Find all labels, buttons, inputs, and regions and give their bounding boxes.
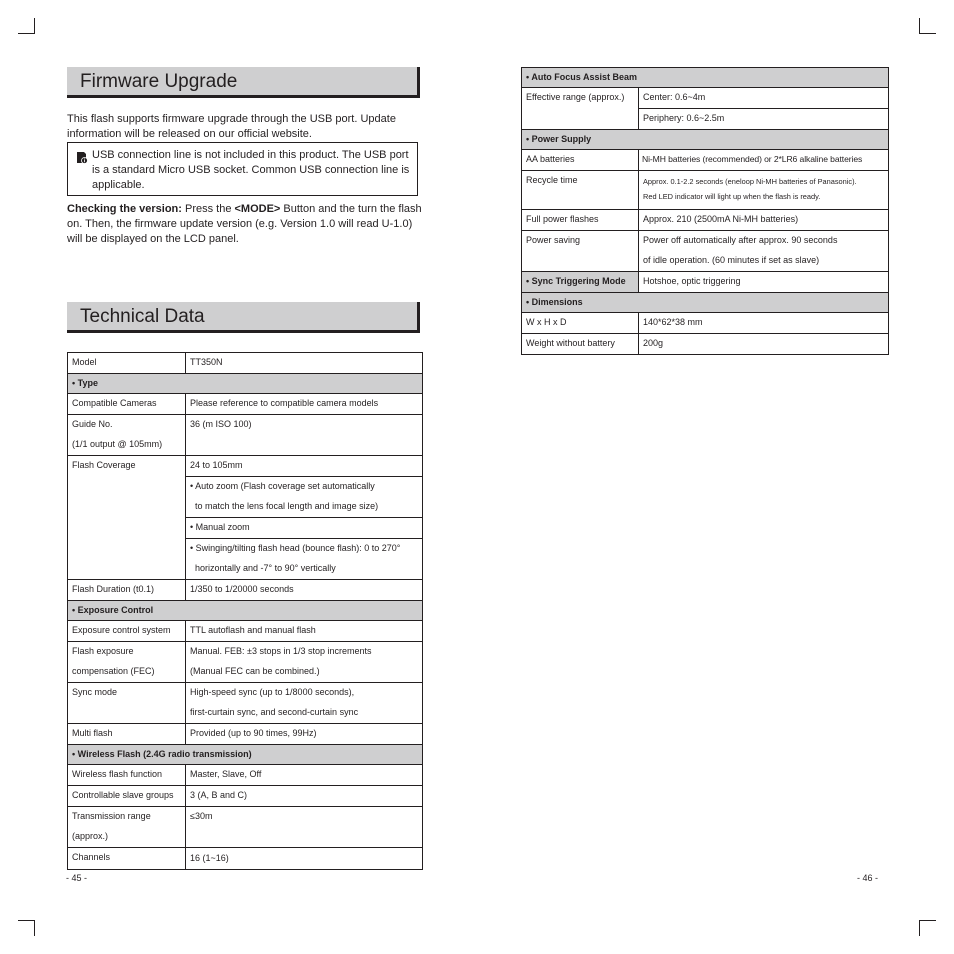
spec-label: Flash exposure [72,646,134,656]
firmware-heading [67,67,420,98]
spec-value: horizontally and -7° to 90° vertically [195,563,336,573]
table-section-header [522,130,889,150]
spec-label: Wireless flash function [72,769,163,779]
spec-value: Approx. 210 (2500mA Ni-MH batteries) [643,214,799,224]
table-row [522,334,889,355]
spec-label: Guide No. [72,419,113,429]
spec-value: High-speed sync (up to 1/8000 seconds), [190,687,355,697]
exposure-header: • Exposure Control [68,601,423,621]
spec-label: Sync mode [72,687,118,697]
spec-value: • Auto zoom (Flash coverage set automatically [190,481,375,491]
crop-mark-top-right [919,18,920,34]
spec-value: Periphery: 0.6~2.5m [643,113,725,123]
table-section-header [522,293,889,313]
table-section-header [68,745,423,765]
table-row [68,580,423,601]
mode-key: <MODE> [234,203,281,215]
checking-version-paragraph [67,202,423,247]
spec-value: Red LED indicator will light up when the flash is ready. [643,192,821,201]
table-row [68,456,423,477]
spec-value: Ni-MH batteries (recommended) or 2*LR6 alkaline batteries [642,154,863,164]
spec-value: • Manual zoom [190,522,250,532]
table-row [522,210,889,231]
spec-value: 24 to 105mm [190,460,243,470]
technical-data-table-right [521,67,889,355]
spec-value: TTL autoflash and manual flash [190,625,316,635]
crop-mark-bottom-left [34,920,35,936]
table-row [68,642,423,683]
table-row [68,683,423,724]
spec-label: Exposure control system [72,625,171,635]
crop-mark-top-left [18,33,35,34]
page-number-left: - 45 - [66,873,88,883]
spec-value: 3 (A, B and C) [190,790,248,800]
spec-label: Full power flashes [526,214,599,224]
type-header: • Type [68,374,423,394]
spec-value: (Manual FEC can be combined.) [190,666,320,676]
table-row [68,848,423,870]
table-row [68,807,423,848]
crop-mark-top-left [34,18,35,34]
firmware-intro: This flash supports firmware upgrade through the USB port. Update information will be released on our official website. [67,113,396,140]
spec-label: Recycle time [526,175,578,185]
spec-value: Hotshoe, optic triggering [643,276,741,286]
table-row [522,313,889,334]
spec-value: Master, Slave, Off [190,769,262,779]
crop-mark-bottom-right [919,920,920,936]
checking-version-post: Button and the turn the flash on. Then, the firmware update version (e.g. Version 1.0 will read U-1.0) will be displayed on the LCD panel. [67,203,422,245]
table-row [522,150,889,171]
spec-label: (approx.) [72,831,109,841]
table-row [522,272,889,293]
checking-version-pre: Press the [181,203,235,215]
spec-label: Power saving [526,235,581,245]
spec-value: 200g [643,338,664,348]
table-row [522,88,889,109]
table-row [68,621,423,642]
firmware-heading-text: Firmware Upgrade [80,71,238,92]
sync-triggering-header: • Sync Triggering Mode [526,276,626,286]
spec-value: first-curtain sync, and second-curtain sync [190,707,359,717]
spec-value: Center: 0.6~4m [643,92,706,102]
spec-value: of idle operation. (60 minutes if set as slave) [643,255,820,265]
table-row [68,353,423,374]
spec-value: Power off automatically after approx. 90 seconds [643,235,838,245]
table-section-header [522,68,889,88]
table-row [68,394,423,415]
usb-note-text: USB connection line is not included in this product. The USB port is a standard Micro USB socket. Common USB connection line is applicable. [92,149,410,191]
spec-value: Please reference to compatible camera models [190,398,379,408]
spec-label: (1/1 output @ 105mm) [72,439,163,449]
table-row [68,786,423,807]
technical-heading [67,302,420,333]
table-section-header [68,601,423,621]
spec-value: 1/350 to 1/20000 seconds [190,584,294,594]
spec-label: Multi flash [72,728,113,738]
usb-note-box [67,142,418,196]
table-section-header [68,374,423,394]
spec-label: AA batteries [526,154,575,164]
spec-label: W x H x D [526,317,567,327]
af-header: • Auto Focus Assist Beam [522,68,889,88]
dimensions-header: • Dimensions [522,293,889,313]
note-icon [76,151,88,164]
power-header: • Power Supply [522,130,889,150]
spec-value: 140*62*38 mm [643,317,703,327]
spec-label: Flash Coverage [72,460,136,470]
spec-label: Effective range (approx.) [526,92,625,102]
checking-version-label: Checking the version: [67,203,182,215]
spec-label: Controllable slave groups [72,790,174,800]
spec-value: • Swinging/tilting flash head (bounce flash): 0 to 270° [190,543,401,553]
table-row [68,724,423,745]
spec-label: Transmission range [72,811,151,821]
spec-label: Compatible Cameras [72,398,157,408]
spec-label: Model [72,357,97,367]
spec-value: TT350N [190,357,223,367]
spec-value: Manual. FEB: ±3 stops in 1/3 stop increments [190,646,372,656]
spec-label: compensation (FEC) [72,666,155,676]
page-number-right: - 46 - [857,873,879,883]
table-row [68,415,423,456]
technical-heading-text: Technical Data [80,306,205,327]
table-row [522,231,889,272]
wireless-header: • Wireless Flash (2.4G radio transmission) [68,745,423,765]
spec-value: ≤30m [190,811,213,821]
spec-value: 36 (m ISO 100) [190,419,252,429]
crop-mark-top-right [919,33,936,34]
spec-label: Channels [72,852,111,862]
spec-value: Provided (up to 90 times, 99Hz) [190,728,317,738]
technical-data-table-left [67,352,423,870]
spec-value: 16 (1~16) [190,853,229,863]
spec-label: Weight without battery [526,338,615,348]
spec-label: Flash Duration (t0.1) [72,584,155,594]
spec-value: Approx. 0.1-2.2 seconds (eneloop Ni-MH batteries of Panasonic). [643,177,857,186]
crop-mark-bottom-right [919,920,936,921]
spec-value: to match the lens focal length and image size) [195,501,379,511]
table-row [522,171,889,210]
crop-mark-bottom-left [18,920,35,921]
table-row [68,765,423,786]
